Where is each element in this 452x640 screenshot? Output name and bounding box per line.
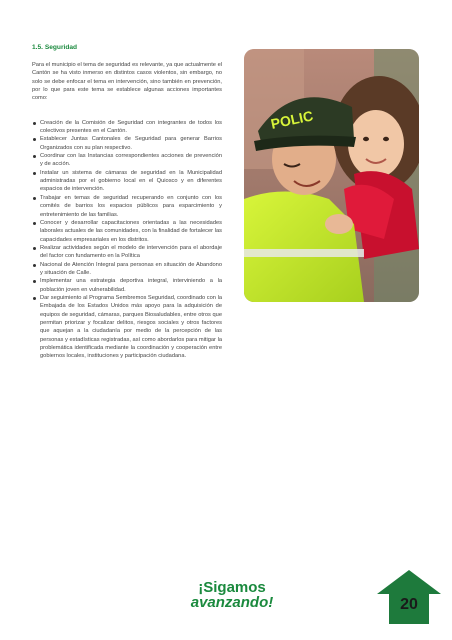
slogan [172,580,292,610]
list-item: Creación de la Comisión de Seguridad con integrantes de todos los colectivos presentes en el Cantón. [32,119,222,136]
list-item: Establecer Juntas Cantonales de Seguridad para generar Barrios Organizados con su plan respectivo. [32,135,222,152]
section-heading: 1.5. Seguridad [32,44,78,51]
list-item: Nacional de Atención Integral para personas en situación de Abandono y situación de Calle. [32,261,222,278]
body-text [32,61,222,361]
list-item: Realizar actividades según el modelo de intervención para el abordaje del factor con fundamento en la Política [32,244,222,261]
slogan-line-1: ¡Sigamos [198,579,266,596]
cap-text: POLIC [269,107,315,132]
slogan-line-2: avanzando! [190,594,274,611]
actions-list [32,119,222,361]
list-item: Conocer y desarrollar capacitaciones orientadas a las necesidades laborales actuales de las comunidades, con la finalidad de fortalecer las capacidades empresariales en los distritos. [32,219,222,244]
list-item: Trabajar en temas de seguridad recuperando en conjunto con los comités de barrios los espacios públicos para esparcimiento y entretenimiento de las familias. [32,194,222,219]
list-item: Implementar una estrategia deportiva integral, interviniendo a la población joven en vulnerabilidad. [32,277,222,294]
list-item: Coordinar con las Instancias correspondientes acciones de prevención y de acción. [32,152,222,169]
list-item: Dar seguimiento al Programa Sembremos Seguridad, coordinado con la Embajada de los Estados Unidos más apoyo para la adquisición de equipos de seguridad, cámaras, parques Biosaludables, entre otros que permitan priorizar y focalizar delitos, riesgos sociales y otros factores que aquejan a la ciudadanía por medio de la percepción de las personas y estadísticas registradas, así como abordarlos para mitigar la problemática identificada mediante la coordinación y cooperación entre gobiernos locales, instituciones y participación ciudadana. [32,294,222,361]
photo-illustration [244,49,419,302]
list-item: Instalar un sistema de cámaras de seguridad en la Municipalidad administradas por el gobierno local en el Quiosco y en diferentes espacios de intervención. [32,169,222,194]
page-number: 20 [400,596,418,613]
police-hug-photo [244,49,419,302]
intro-paragraph: Para el municipio el tema de seguridad es relevante, ya que actualmente el Cantón se ha visto inmerso en distintos casos violentos, sin embargo, no solo se debe enfocar el tema en intervención, sino también en prevención, por lo que para este tema se establece algunas acciones importantes como: [32,62,222,102]
